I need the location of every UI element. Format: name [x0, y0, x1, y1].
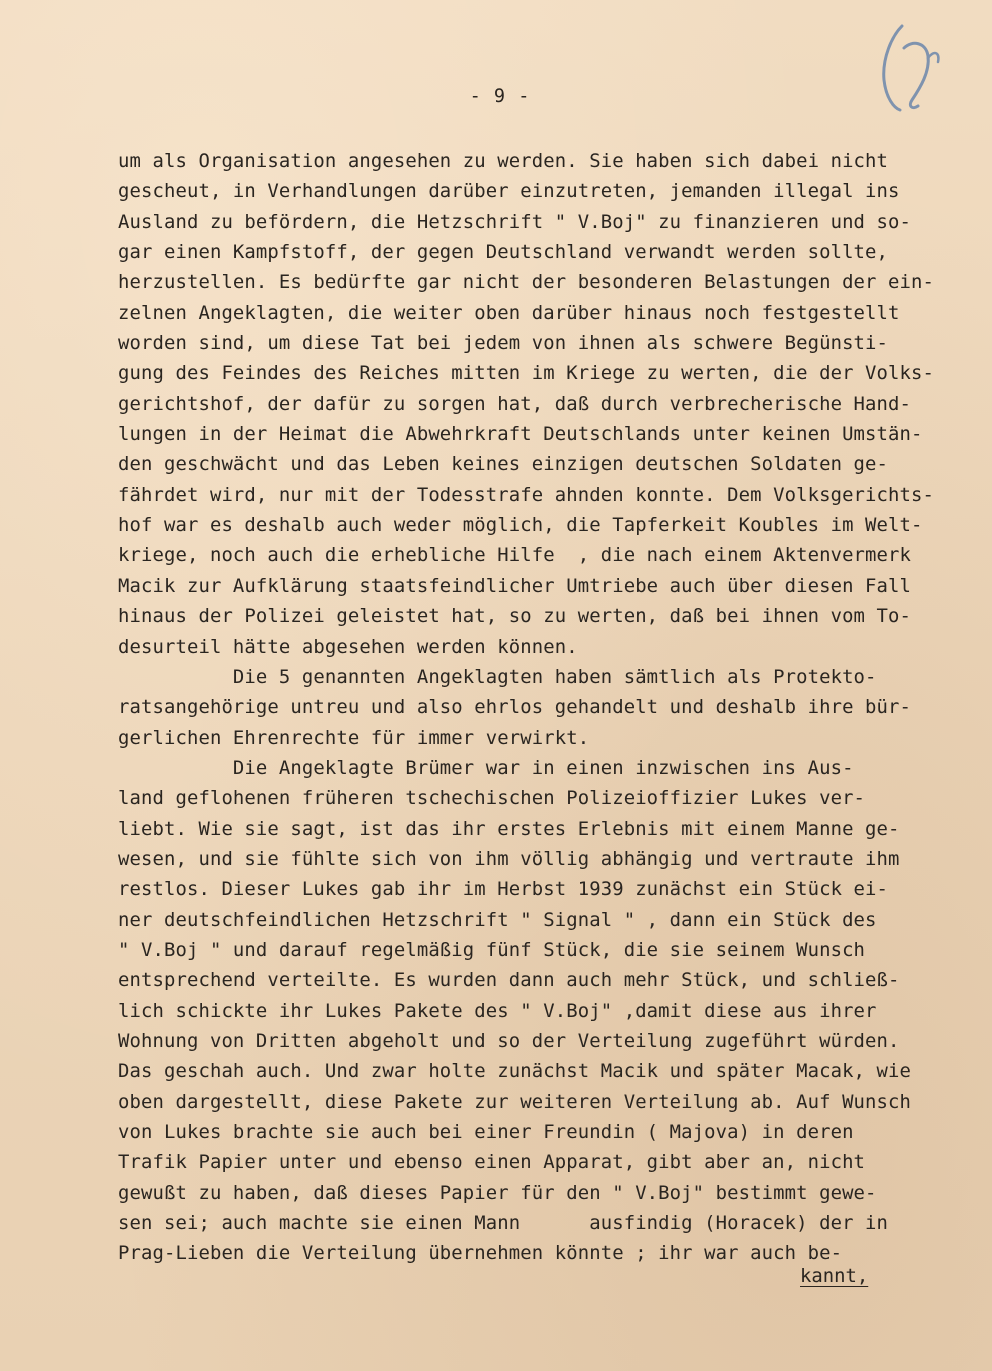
- text-line: lungen in der Heimat die Abwehrkraft Deutschlands unter keinen Umstän-: [118, 423, 923, 446]
- text-line: oben dargestellt, diese Pakete zur weiteren Verteilung ab. Auf Wunsch: [118, 1090, 912, 1113]
- text-line: ner deutschfeindlichen Hetzschrift " Signal " , dann ein Stück des: [118, 908, 877, 931]
- text-line: hof war es deshalb auch weder möglich, die Tapferkeit Koubles im Welt-: [118, 514, 923, 537]
- text-line: den geschwächt und das Leben keines einzigen deutschen Soldaten ge-: [118, 453, 889, 476]
- text-line: Trafik Papier unter und ebenso einen Apparat, gibt aber an, nicht: [118, 1151, 866, 1174]
- text-line: Die 5 genannten Angeklagten haben sämtlich als Protekto-: [118, 665, 877, 688]
- body-text: [118, 146, 968, 1269]
- text-line: entsprechend verteilte. Es wurden dann auch mehr Stück, und schließ-: [118, 969, 900, 992]
- text-line: Die Angeklagte Brümer war in einen inzwischen ins Aus-: [118, 756, 854, 779]
- text-line: zelnen Angeklagten, die weiter oben darüber hinaus noch festgestellt: [118, 301, 900, 324]
- text-line: von Lukes brachte sie auch bei einer Freundin ( Majova) in deren: [118, 1121, 854, 1143]
- page-number: - 9 -: [469, 86, 531, 107]
- text-line: gung des Feindes des Reiches mitten im Kriege zu werten, die der Volks-: [118, 362, 935, 385]
- text-line: sen sei; auch machte sie einen Mann ausfindig (Horacek) der in: [118, 1212, 889, 1235]
- text-line: Ausland zu befördern, die Hetzschrift " V.Boj" zu finanzieren und so-: [118, 210, 912, 233]
- text-line: herzustellen. Es bedürfte gar nicht der besonderen Belastungen der ein-: [118, 271, 935, 294]
- text-line: gerichtshof, der dafür zu sorgen hat, daß durch verbrecherische Hand-: [118, 392, 912, 415]
- text-line: hinaus der Polizei geleistet hat, so zu werten, daß bei ihnen vom To-: [118, 605, 912, 628]
- text-line: land geflohenen früheren tschechischen Polizeioffizier Lukes ver-: [118, 787, 866, 810]
- text-line: worden sind, um diese Tat bei jedem von ihnen als schwere Begünsti-: [118, 332, 889, 355]
- text-line: wesen, und sie fühlte sich von ihm völlig abhängig und vertraute ihm: [118, 847, 900, 870]
- text-line: Prag-Lieben die Verteilung übernehmen könnte ; ihr war auch be-: [118, 1242, 843, 1265]
- text-line: gerlichen Ehrenrechte für immer verwirkt.: [118, 726, 590, 749]
- text-line: restlos. Dieser Lukes gab ihr im Herbst 1939 zunächst ein Stück ei-: [118, 878, 889, 901]
- text-line: fährdet wird, nur mit der Todesstrafe ahnden konnte. Dem Volksgerichts-: [118, 483, 935, 506]
- text-line: gescheut, in Verhandlungen darüber einzutreten, jemanden illegal ins: [118, 180, 900, 203]
- text-line: Macik zur Aufklärung staatsfeindlicher Umtriebe auch über diesen Fall: [118, 574, 912, 597]
- text-line: kriege, noch auch die erhebliche Hilfe , die nach einem Aktenvermerk: [118, 544, 912, 567]
- continuation-word: kannt,: [800, 1265, 869, 1287]
- text-line: gar einen Kampfstoff, der gegen Deutschland verwandt werden sollte,: [118, 241, 889, 264]
- text-line: Wohnung von Dritten abgeholt und so der Verteilung zugeführt würden.: [118, 1029, 900, 1052]
- text-line: desurteil hätte abgesehen werden können.: [118, 635, 578, 658]
- text-line: liebt. Wie sie sagt, ist das ihr erstes Erlebnis mit einem Manne ge-: [118, 817, 900, 840]
- text-line: um als Organisation angesehen zu werden. Sie haben sich dabei nicht: [118, 150, 889, 172]
- text-line: " V.Boj " und darauf regelmäßig fünf Stück, die sie seinem Wunsch: [118, 938, 866, 961]
- text-line: Das geschah auch. Und zwar holte zunächst Macik und später Macak, wie: [118, 1060, 912, 1083]
- text-line: ratsangehörige untreu und also ehrlos gehandelt und deshalb ihre bür-: [118, 696, 912, 719]
- text-line: gewußt zu haben, daß dieses Papier für den " V.Boj" bestimmt gewe-: [118, 1181, 877, 1204]
- text-line: lich schickte ihr Lukes Pakete des " V.Boj" ,damit diese aus ihrer: [118, 999, 877, 1022]
